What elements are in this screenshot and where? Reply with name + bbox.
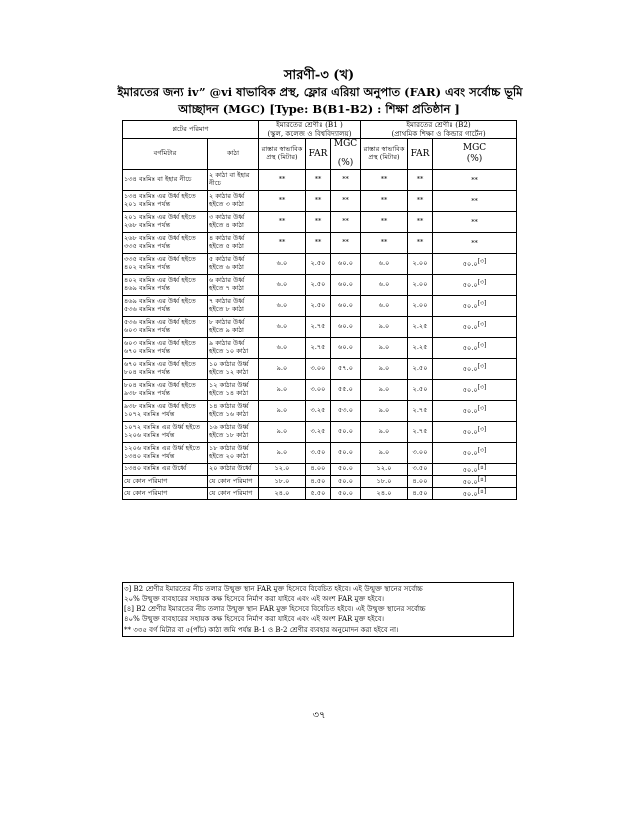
b1-far-cell: ** bbox=[306, 169, 331, 190]
plot-sqm-cell: ২০১ বঃমিঃ এর উর্ধ্ব হইতে ২৬৮ বঃমিঃ পর্যন্ত bbox=[123, 211, 208, 232]
b1-mgc-cell: ৫৩.০ bbox=[331, 400, 361, 421]
table-row bbox=[123, 169, 517, 190]
plot-katha-cell: ১২ কাঠার উর্ধ্ব হইতে ১৪ কাঠা bbox=[208, 379, 259, 400]
b2-mgc-cell bbox=[433, 274, 517, 295]
plot-sqm-cell: ৪০২ বঃমিঃ এর উর্ধ্ব হইতে ৪৬৯ বঃমিঃ পর্যন্ত bbox=[123, 274, 208, 295]
plot-sqm-cell: ১৩৪ বঃমিঃ এর উর্ধ্ব হইতে ২০১ বঃমিঃ পর্যন্ত bbox=[123, 190, 208, 211]
b2-mgc-header bbox=[433, 139, 517, 170]
b1-header bbox=[259, 121, 361, 139]
plot-sqm-cell: ৩৩৫ বঃমিঃ এর উর্ধ্ব হইতে ৪০২ বঃমিঃ পর্যন্ত bbox=[123, 253, 208, 274]
b2-road-cell: ** bbox=[361, 169, 408, 190]
b1-mgc-label: MGC bbox=[333, 139, 358, 150]
b2-road-cell: ** bbox=[361, 190, 408, 211]
plot-katha-cell: ১৬ কাঠার উর্ধ্ব হইতে ১৮ কাঠা bbox=[208, 421, 259, 442]
b2-mgc-cell bbox=[433, 232, 517, 253]
b1-far-cell: ** bbox=[306, 211, 331, 232]
b2-mgc-cell bbox=[433, 295, 517, 316]
b1-far-cell: ৪.০০ bbox=[306, 463, 331, 475]
table-number: সারণী-৩ (খ) bbox=[283, 68, 355, 83]
footnote-ref: [৪] bbox=[477, 463, 487, 471]
b2-mgc-pct: (%) bbox=[466, 154, 483, 165]
b2-mgc-value: ৫০.০ bbox=[462, 386, 478, 395]
b2-far-cell: ** bbox=[408, 190, 433, 211]
b2-road-cell: ৯.০ bbox=[361, 337, 408, 358]
table-row bbox=[123, 190, 517, 211]
b1-far-header: FAR bbox=[306, 139, 331, 170]
b2-far-cell: ২.৫০ bbox=[408, 358, 433, 379]
b1-far-cell: ৩.০০ bbox=[306, 379, 331, 400]
plot-katha-cell: ৯ কাঠার উর্ধ্ব হইতে ১০ কাঠা bbox=[208, 337, 259, 358]
table-row bbox=[123, 232, 517, 253]
plot-sqm-cell: ১৩৪০ বঃমিঃ এর উর্ধ্বে bbox=[123, 463, 208, 475]
b1-road-cell: ২৪.০ bbox=[259, 488, 306, 500]
b1-far-cell: ৫.৫০ bbox=[306, 488, 331, 500]
note-4-line-2: ৪০% উন্মুক্ত ব্যবহারের সহায়ক কক্ষ হিসেবে নির্মাণ করা যাইবে এবং এই অংশ FAR মুক্ত হইবে। bbox=[124, 615, 384, 624]
note-4-line-1: [৪] B2 শ্রেণীর ইমারতের নীচ তলার উন্মুক্ত স্থান FAR মুক্ত হিসেবে বিবেচিত হইবে। এই উন্মুক্ত স্থানের সর্বোচ্চ bbox=[124, 605, 426, 614]
plot-sqm-cell: ৬০৩ বঃমিঃ এর উর্ধ্ব হইতে ৬৭০ বঃমিঃ পর্যন্ত bbox=[123, 337, 208, 358]
b2-mgc-cell bbox=[433, 421, 517, 442]
b2-road-cell: ৯.০ bbox=[361, 400, 408, 421]
b2-mgc-cell bbox=[433, 442, 517, 463]
b2-far-cell: ২.৭৫ bbox=[408, 400, 433, 421]
b2-far-cell: ** bbox=[408, 169, 433, 190]
b2-mgc-value: ** bbox=[471, 218, 478, 227]
b2-far-cell: ২.০০ bbox=[408, 253, 433, 274]
plot-katha-cell: ৮ কাঠার উর্ধ্ব হইতে ৯ কাঠা bbox=[208, 316, 259, 337]
b2-road-cell: ৯.০ bbox=[361, 421, 408, 442]
footnote-ref: [৩] bbox=[477, 342, 487, 350]
plot-sqm-cell: যে কোন পরিমাণ bbox=[123, 488, 208, 500]
b1-road-cell: ৯.০ bbox=[259, 421, 306, 442]
b2-far-header: FAR bbox=[408, 139, 433, 170]
b1-far-cell: ৩.২৫ bbox=[306, 400, 331, 421]
b2-mgc-cell bbox=[433, 169, 517, 190]
b1-road-cell: ** bbox=[259, 211, 306, 232]
b2-mgc-cell bbox=[433, 316, 517, 337]
b2-far-cell: ৩.০০ bbox=[408, 442, 433, 463]
b2-mgc-value: ৫০.০ bbox=[462, 302, 478, 311]
b1-road-cell: ** bbox=[259, 169, 306, 190]
b2-mgc-value: ** bbox=[471, 197, 478, 206]
b2-mgc-cell bbox=[433, 358, 517, 379]
b2-mgc-value: ৫০.০ bbox=[462, 281, 478, 290]
b2-mgc-value: ৫০.০ bbox=[462, 365, 478, 374]
b1-road-cell: ৬.০ bbox=[259, 316, 306, 337]
note-3-line-1: ৩] B2 শ্রেণীর ইমারতের নীচ তলার উন্মুক্ত স্থান FAR মুক্ত হিসেবে বিবেচিত হইবে। এই উন্মুক্ত স্থানের সর্বোচ্চ bbox=[124, 585, 423, 593]
b2-road-cell: ১৮.০ bbox=[361, 475, 408, 487]
b1-mgc-cell: ৬০.০ bbox=[331, 295, 361, 316]
b1-mgc-cell: ৫৭.০ bbox=[331, 358, 361, 379]
plot-sqm-cell: ২৬৮ বঃমিঃ এর উর্ধ্ব হইতে ৩৩৫ বঃমিঃ পর্যন্ত bbox=[123, 232, 208, 253]
footnote-ref: [৩] bbox=[477, 258, 487, 266]
note-3-line-2: ২০% উন্মুক্ত ব্যবহারের সহায়ক কক্ষ হিসেবে নির্মাণ করা যাইবে এবং এই অংশ FAR মুক্ত হইবে। bbox=[124, 595, 384, 604]
b2-far-cell: ** bbox=[408, 232, 433, 253]
b1-mgc-cell: ৬০.০ bbox=[331, 337, 361, 358]
plot-katha-cell: ২ কাঠার উর্ধ্ব হইতে ৩ কাঠা bbox=[208, 190, 259, 211]
b2-mgc-cell bbox=[433, 463, 517, 475]
plot-area-header: প্লটের পরিমাণ bbox=[123, 121, 259, 139]
sqm-header: বর্গমিটার bbox=[123, 139, 208, 170]
b2-mgc-value: ৫০.০ bbox=[462, 260, 478, 269]
b2-road-cell: ** bbox=[361, 211, 408, 232]
b1-mgc-cell: ** bbox=[331, 190, 361, 211]
b2-mgc-cell bbox=[433, 190, 517, 211]
b1-far-cell: ২.৫০ bbox=[306, 295, 331, 316]
b2-road-cell: ৬.০ bbox=[361, 295, 408, 316]
b1-road-cell: ৯.০ bbox=[259, 358, 306, 379]
b2-far-cell: ২.০০ bbox=[408, 295, 433, 316]
b2-far-cell: ২.২৫ bbox=[408, 337, 433, 358]
b1-far-cell: ৩.৫০ bbox=[306, 442, 331, 463]
b1-mgc-cell: ৬০.০ bbox=[331, 253, 361, 274]
b2-mgc-value: ৫০.০ bbox=[462, 344, 478, 353]
b1-road-cell: ৬.০ bbox=[259, 274, 306, 295]
table-row bbox=[123, 316, 517, 337]
plot-katha-cell: ৬ কাঠার উর্ধ্ব হইতে ৭ কাঠা bbox=[208, 274, 259, 295]
plot-katha-cell: ২ কাঠা বা ইহার নীচে bbox=[208, 169, 259, 190]
b1-subtitle: (স্কুল, কলেজ ও বিশ্ববিদ্যালয়) bbox=[267, 128, 352, 138]
b2-mgc-value: ৫০.০ bbox=[462, 490, 478, 499]
b2-mgc-value: ** bbox=[471, 239, 478, 248]
b1-far-cell: ** bbox=[306, 232, 331, 253]
b2-mgc-value: ৫০.০ bbox=[462, 478, 478, 487]
table-row bbox=[123, 400, 517, 421]
b2-mgc-cell bbox=[433, 379, 517, 400]
b2-mgc-value: ৫০.০ bbox=[462, 428, 478, 437]
b1-road-header: রাস্তার স্বাভাবিক প্রস্থ (মিটার) bbox=[259, 139, 306, 170]
b1-mgc-pct: (%) bbox=[337, 158, 354, 169]
footnote-ref: [৩] bbox=[477, 405, 487, 413]
b2-mgc-label: MGC bbox=[462, 143, 487, 154]
plot-katha-cell: ২০ কাঠার উর্ধ্বে bbox=[208, 463, 259, 475]
b2-road-cell: ৯.০ bbox=[361, 358, 408, 379]
table-row bbox=[123, 442, 517, 463]
plot-katha-cell: ৪ কাঠার উর্ধ্ব হইতে ৫ কাঠা bbox=[208, 232, 259, 253]
b1-road-cell: ১৮.০ bbox=[259, 475, 306, 487]
plot-sqm-cell: ৯৩৮ বঃমিঃ এর উর্ধ্ব হইতে ১০৭২ বঃমিঃ পর্যন্ত bbox=[123, 400, 208, 421]
b2-mgc-cell bbox=[433, 475, 517, 487]
far-mgc-table bbox=[122, 120, 517, 500]
plot-katha-cell: ৭ কাঠার উর্ধ্ব হইতে ৮ কাঠা bbox=[208, 295, 259, 316]
b1-far-cell: ৩.০০ bbox=[306, 358, 331, 379]
b1-mgc-cell: ৫০.০ bbox=[331, 463, 361, 475]
b2-road-cell: ১২.০ bbox=[361, 463, 408, 475]
b1-road-cell: ১২.০ bbox=[259, 463, 306, 475]
footnote-ref: [৩] bbox=[477, 426, 487, 434]
table-notes bbox=[122, 582, 514, 637]
table-row bbox=[123, 488, 517, 500]
b1-far-cell: ২.৭৫ bbox=[306, 316, 331, 337]
footnote-ref: [৪] bbox=[477, 475, 487, 483]
footnote-ref: [৩] bbox=[477, 279, 487, 287]
b1-mgc-cell: ৫০.০ bbox=[331, 488, 361, 500]
b2-mgc-value: ৫০.০ bbox=[462, 466, 478, 475]
b2-mgc-value: ৫০.০ bbox=[462, 407, 478, 416]
table-row bbox=[123, 358, 517, 379]
table-row bbox=[123, 337, 517, 358]
b2-road-cell: ৯.০ bbox=[361, 379, 408, 400]
b2-road-header: রাস্তার স্বাভাবিক প্রস্থ (মিটার) bbox=[361, 139, 408, 170]
b2-mgc-cell bbox=[433, 211, 517, 232]
table-row bbox=[123, 463, 517, 475]
note-5: ** ৩৩৫ বর্গ মিটার বা ৫(পাঁচ) কাঠা জমি পর্যন্ত B-1 ও B-2 শ্রেণীর ব্যবহার অনুমোদন করা হইবে না। bbox=[124, 625, 399, 634]
b1-road-cell: ৬.০ bbox=[259, 295, 306, 316]
plot-sqm-cell: যে কোন পরিমাণ bbox=[123, 475, 208, 487]
table-row bbox=[123, 253, 517, 274]
plot-katha-cell: ১০ কাঠার উর্ধ্ব হইতে ১২ কাঠা bbox=[208, 358, 259, 379]
b1-mgc-cell: ৫০.০ bbox=[331, 442, 361, 463]
table-row bbox=[123, 211, 517, 232]
plot-katha-cell: ৫ কাঠার উর্ধ্ব হইতে ৬ কাঠা bbox=[208, 253, 259, 274]
b1-mgc-cell: ৫০.০ bbox=[331, 421, 361, 442]
footnote-ref: [৩] bbox=[477, 363, 487, 371]
b2-subtitle: (প্রাথমিক শিক্ষা ও কিন্ডার গার্টেন) bbox=[391, 128, 486, 138]
b2-far-cell: ২.৫০ bbox=[408, 379, 433, 400]
b2-road-cell: ২৪.০ bbox=[361, 488, 408, 500]
footnote-ref: [৩] bbox=[477, 447, 487, 455]
table-row bbox=[123, 421, 517, 442]
b1-mgc-cell: ৫০.০ bbox=[331, 475, 361, 487]
b2-far-cell: ৪.৫০ bbox=[408, 488, 433, 500]
b1-mgc-cell: ৬০.০ bbox=[331, 274, 361, 295]
b1-mgc-cell: ৬০.০ bbox=[331, 316, 361, 337]
b2-road-cell: ** bbox=[361, 232, 408, 253]
plot-katha-cell: ১৮ কাঠার উর্ধ্ব হইতে ২০ কাঠা bbox=[208, 442, 259, 463]
b2-mgc-value: ** bbox=[471, 176, 478, 185]
b2-header bbox=[361, 121, 517, 139]
b2-far-cell: ২.০০ bbox=[408, 274, 433, 295]
b1-road-cell: ৬.০ bbox=[259, 337, 306, 358]
plot-katha-cell: ৩ কাঠার উর্ধ্ব হইতে ৪ কাঠা bbox=[208, 211, 259, 232]
table-title-line-2: আচ্ছাদন (MGC) [Type: B(B1-B2) : শিক্ষা প্রতিষ্ঠান ] bbox=[178, 102, 460, 116]
plot-katha-cell: ১৪ কাঠার উর্ধ্ব হইতে ১৬ কাঠা bbox=[208, 400, 259, 421]
table-row bbox=[123, 274, 517, 295]
b2-far-cell: ** bbox=[408, 211, 433, 232]
b2-road-cell: ৬.০ bbox=[361, 274, 408, 295]
b2-far-cell: ৪.০০ bbox=[408, 475, 433, 487]
b1-road-cell: ৯.০ bbox=[259, 400, 306, 421]
b1-far-cell: ** bbox=[306, 190, 331, 211]
b1-road-cell: ৬.০ bbox=[259, 253, 306, 274]
b1-far-cell: ২.৭৫ bbox=[306, 337, 331, 358]
table-row bbox=[123, 475, 517, 487]
b2-title: ইমারতের শ্রেণীঃ (B2) bbox=[406, 120, 471, 129]
footnote-ref: [৩] bbox=[477, 300, 487, 308]
b1-road-cell: ** bbox=[259, 190, 306, 211]
b1-far-cell: ২.৫০ bbox=[306, 253, 331, 274]
footnote-ref: [৩] bbox=[477, 321, 487, 329]
b1-road-cell: ৯.০ bbox=[259, 379, 306, 400]
table-title-line-1: ইমারতের জন্য iv” @vi ষাভাবিক প্রস্থ, ফ্লোর এরিয়া অনুপাত (FAR) এবং সর্বোচ্চ ভূমি bbox=[117, 85, 523, 99]
b1-far-cell: ৪.৫০ bbox=[306, 475, 331, 487]
footnote-ref: [৪] bbox=[477, 488, 487, 496]
b1-far-cell: ২.৫০ bbox=[306, 274, 331, 295]
b2-mgc-cell bbox=[433, 337, 517, 358]
plot-sqm-cell: ১২০৬ বঃমিঃ এর উর্ধ্ব হইতে ১৩৪০ বঃমিঃ পর্যন্ত bbox=[123, 442, 208, 463]
b2-mgc-cell bbox=[433, 400, 517, 421]
b1-mgc-cell: ** bbox=[331, 211, 361, 232]
b2-road-cell: ৯.০ bbox=[361, 442, 408, 463]
katha-header: কাঠা bbox=[208, 139, 259, 170]
plot-sqm-cell: ১০৭২ বঃমিঃ এর উর্ধ্ব হইতে ১২০৬ বঃমিঃ পর্যন্ত bbox=[123, 421, 208, 442]
b2-mgc-cell bbox=[433, 488, 517, 500]
b2-far-cell: ৩.৫০ bbox=[408, 463, 433, 475]
plot-sqm-cell: ৮০৪ বঃমিঃ এর উর্ধ্ব হইতে ৯৩৮ বঃমিঃ পর্যন্ত bbox=[123, 379, 208, 400]
b1-road-cell: ** bbox=[259, 232, 306, 253]
b2-far-cell: ২.২৫ bbox=[408, 316, 433, 337]
b1-mgc-cell: ৫৫.০ bbox=[331, 379, 361, 400]
plot-katha-cell: যে কোন পরিমাণ bbox=[208, 488, 259, 500]
table-row bbox=[123, 379, 517, 400]
b1-road-cell: ৯.০ bbox=[259, 442, 306, 463]
footnote-ref: [৩] bbox=[477, 384, 487, 392]
plot-sqm-cell: ৬৭০ বঃমিঃ এর উর্ধ্ব হইতে ৮০৪ বঃমিঃ পর্যন্ত bbox=[123, 358, 208, 379]
plot-sqm-cell: ১৩৪ বঃমিঃ বা ইহার নীচে bbox=[123, 169, 208, 190]
plot-katha-cell: যে কোন পরিমাণ bbox=[208, 475, 259, 487]
b1-mgc-header bbox=[331, 139, 361, 170]
table-row bbox=[123, 295, 517, 316]
b1-far-cell: ৩.২৫ bbox=[306, 421, 331, 442]
plot-sqm-cell: ৪৬৯ বঃমিঃ এর উর্ধ্ব হইতে ৫৩৬ বঃমিঃ পর্যন্ত bbox=[123, 295, 208, 316]
b2-far-cell: ২.৭৫ bbox=[408, 421, 433, 442]
b1-mgc-cell: ** bbox=[331, 232, 361, 253]
b1-mgc-cell: ** bbox=[331, 169, 361, 190]
page-number: ৩৭ bbox=[312, 710, 326, 721]
b2-mgc-value: ৫০.০ bbox=[462, 323, 478, 332]
plot-sqm-cell: ৫৩৬ বঃমিঃ এর উর্ধ্ব হইতে ৬০৩ বঃমিঃ পর্যন্ত bbox=[123, 316, 208, 337]
b2-mgc-value: ৫০.০ bbox=[462, 449, 478, 458]
b2-mgc-cell bbox=[433, 253, 517, 274]
b1-title: ইমারতের শ্রেণীঃ (B1 ) bbox=[276, 120, 343, 129]
b2-road-cell: ৬.০ bbox=[361, 253, 408, 274]
b2-road-cell: ৯.০ bbox=[361, 316, 408, 337]
